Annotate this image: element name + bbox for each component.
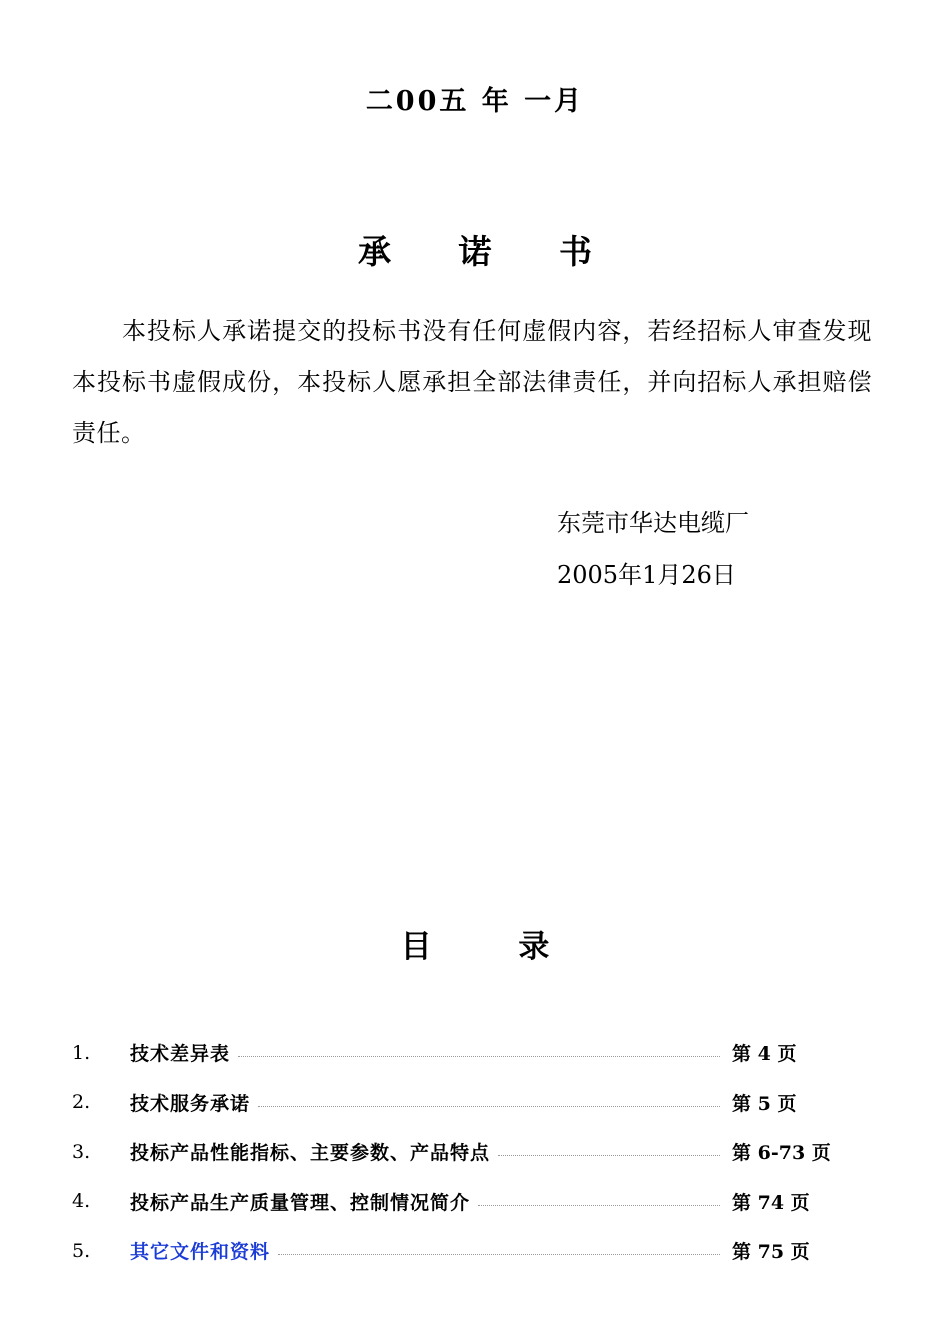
toc-entry-page: 第 74 页 [732, 1191, 810, 1214]
toc-entry-label: 技术服务承诺 [130, 1092, 251, 1115]
pledge-body: 本投标人承诺提交的投标书没有任何虚假内容，若经招标人审查发现本投标书虚假成份，本投标人愿承担全部法律责任，并向招标人承担赔偿责任。 [72, 317, 872, 447]
signature-date: 2005年1月26日 [557, 561, 736, 589]
toc-entry-label: 投标产品生产质量管理、控制情况简介 [130, 1191, 471, 1214]
toc-entry-page: 第 4 页 [732, 1043, 797, 1066]
toc-entry-number: 4. [72, 1190, 91, 1213]
toc-dot-leader [278, 1254, 720, 1255]
toc-entry-1[interactable] [72, 1028, 832, 1078]
toc-entry-4[interactable] [72, 1177, 832, 1227]
toc-dot-leader [498, 1155, 720, 1156]
toc-entry-number: 1. [72, 1041, 91, 1064]
toc-entry-number: 5. [72, 1239, 91, 1262]
signature-company: 东莞市华达电缆厂 [557, 509, 749, 537]
toc-entry-number: 3. [72, 1140, 91, 1163]
toc-title: 目 录 [400, 929, 588, 965]
toc-entry-3[interactable] [72, 1127, 832, 1177]
toc-entry-page: 第 5 页 [732, 1092, 797, 1115]
toc-list [72, 1028, 832, 1276]
document-date: 二00五 年 一月 [365, 86, 585, 117]
toc-entry-2[interactable] [72, 1078, 832, 1128]
pledge-title: 承 诺 书 [358, 232, 620, 271]
toc-entry-page: 第 75 页 [732, 1241, 810, 1264]
toc-entry-5[interactable] [72, 1226, 832, 1276]
toc-dot-leader [238, 1056, 720, 1057]
toc-entry-label: 投标产品性能指标、主要参数、产品特点 [130, 1142, 491, 1165]
toc-dot-leader [478, 1205, 720, 1206]
toc-entry-link[interactable]: 其它文件和资料 [130, 1241, 271, 1264]
toc-dot-leader [258, 1106, 720, 1107]
toc-entry-page: 第 6-73 页 [732, 1142, 831, 1165]
toc-entry-number: 2. [72, 1091, 91, 1114]
toc-entry-label: 技术差异表 [130, 1043, 231, 1066]
